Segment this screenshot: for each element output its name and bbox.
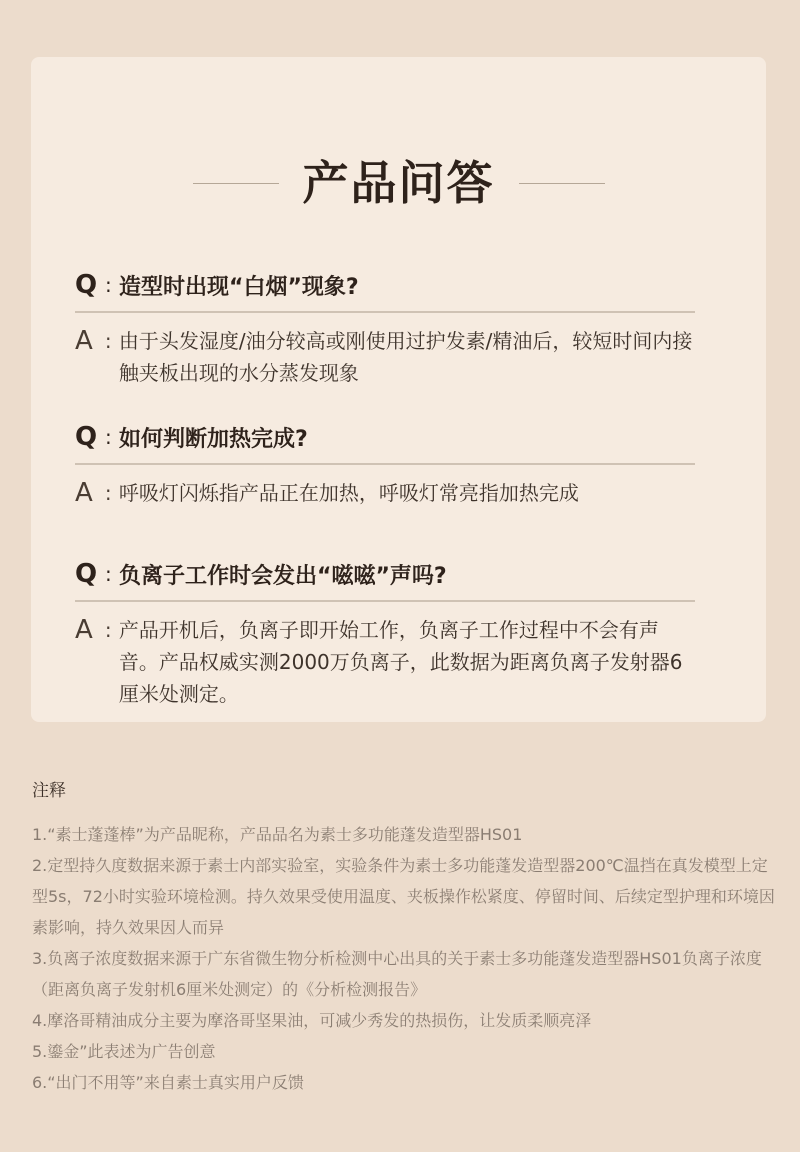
- note-item-1: 1.“素士蓬蓬棒”为产品昵称，产品品名为素士多功能蓬发造型器HS01: [32, 825, 523, 844]
- a-colon: :: [104, 618, 112, 642]
- answer-row: [75, 477, 697, 509]
- a-label: A: [75, 615, 93, 645]
- note-item-4: 4.摩洛哥精油成分主要为摩洛哥坚果油，可减少秀发的热损伤，让发质柔顺亮泽: [32, 1011, 592, 1030]
- note-item-3: 3.负离子浓度数据来源于广东省微生物分析检测中心出具的关于素士多功能蓬发造型器HS01负离子浓度（距离负离子发射机6厘米处测定）的《分析检测报告》: [32, 949, 762, 999]
- q-colon: :: [105, 273, 112, 297]
- notes-title: 注释: [32, 781, 66, 801]
- q-colon: :: [105, 562, 112, 586]
- note-item-2: 2.定型持久度数据来源于素士内部实验室，实验条件为素士多功能蓬发造型器200℃温挡在真发模型上定型5s，72小时实验环境检测。持久效果受使用温度、夹板操作松紧度、停留时间、后续定型护理和环境因素影响，持久效果因人而异: [32, 856, 775, 937]
- question-text: 如何判断加热完成?: [119, 426, 308, 452]
- answer-row: [75, 614, 697, 710]
- title-row: [31, 153, 766, 213]
- a-colon: :: [104, 481, 112, 505]
- notes-section: [32, 776, 777, 1098]
- question-divider: [75, 600, 695, 602]
- answer-text: 呼吸灯闪烁指产品正在加热，呼吸灯常亮指加热完成: [118, 481, 579, 505]
- a-label: A: [75, 478, 93, 508]
- note-item-5: 5.鎏金”此表述为广告创意: [32, 1042, 216, 1061]
- qa-item-2: [75, 417, 697, 509]
- answer-text: 由于头发湿度/油分较高或刚使用过护发素/精油后，较短时间内接触夹板出现的水分蒸发现象: [118, 329, 693, 385]
- a-label: A: [75, 326, 93, 356]
- question-row: [75, 265, 697, 305]
- q-colon: :: [105, 425, 112, 449]
- q-label: Q: [75, 270, 98, 300]
- qa-item-3: [75, 554, 697, 710]
- question-text: 造型时出现“白烟”现象?: [119, 274, 359, 300]
- title-left-line: [193, 183, 279, 184]
- question-divider: [75, 463, 695, 465]
- answer-text: 产品开机后，负离子即开始工作，负离子工作过程中不会有声音。产品权威实测2000万负离子，此数据为距离负离子发射器6厘米处测定。: [118, 618, 683, 706]
- q-label: Q: [75, 422, 98, 452]
- page-title: 产品问答: [302, 156, 495, 210]
- note-item-6: 6.“出门不用等”来自素士真实用户反馈: [32, 1073, 304, 1092]
- question-text: 负离子工作时会发出“嗞嗞”声吗?: [119, 563, 447, 589]
- title-right-line: [519, 183, 605, 184]
- question-row: [75, 417, 697, 457]
- a-colon: :: [104, 329, 112, 353]
- qa-item-1: [75, 265, 697, 389]
- question-row: [75, 554, 697, 594]
- q-label: Q: [75, 559, 98, 589]
- qa-card: [31, 57, 766, 722]
- answer-row: [75, 325, 697, 389]
- question-divider: [75, 311, 695, 313]
